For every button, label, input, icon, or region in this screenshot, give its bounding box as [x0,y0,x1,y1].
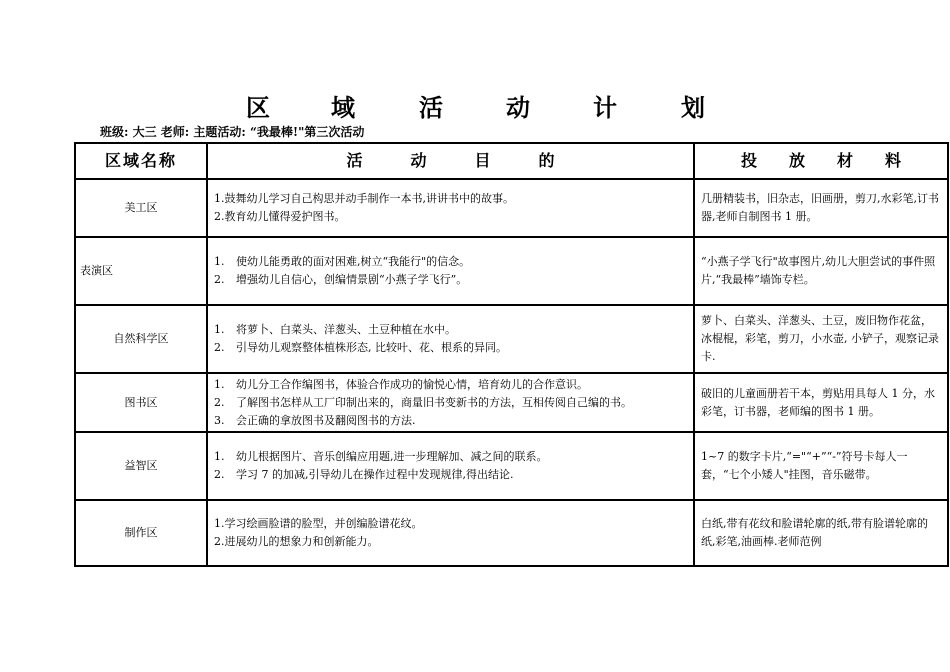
area-name: 图书区 [75,373,207,432]
header-goal: 活 动 目 的 [207,143,694,179]
goal-line [214,190,687,208]
goal-text: 增强幼儿自信心，创编情景剧“小燕子学飞行”。 [236,273,468,286]
table-row [75,432,948,500]
goal-text: 使幼儿能勇敢的面对困难,树立“我能行"的信念。 [236,255,471,268]
goal-number: 2. [214,273,225,286]
goal-line [214,394,687,412]
table-row [75,500,948,566]
goal-text: 幼儿根据图片、音乐创编应用题,进一步理解加、减之间的联系。 [236,450,548,463]
title-char: 计 [593,94,617,122]
title-char: 域 [331,94,355,122]
goal-text: 幼儿分工合作编图书，体验合作成功的愉悦心情，培育幼儿的合作意识。 [236,377,588,391]
materials-cell: “小燕子学飞行"故事图片,幼儿大胆尝试的事件照片,“我最棒”墙饰专栏。 [694,237,948,305]
goal-number: 1. [214,377,225,391]
goal-line [214,321,687,339]
goal-cell [207,432,694,500]
goal-cell [207,500,694,566]
goal-line [214,515,687,533]
area-name: 表演区 [75,237,207,305]
goal-number: 2. [214,468,225,481]
goal-text: 1.鼓舞幼儿学习自己构思并动手制作一本书,讲讲书中的故事。 [214,192,514,205]
goal-cell [207,179,694,237]
table-header-row [75,143,948,179]
goal-line [214,271,687,289]
goal-text: 学习 7 的加减,引导幼儿在操作过程中发现规律,得出结论. [236,468,514,481]
goal-text: 2.教育幼儿懂得爱护图书。 [214,210,346,223]
goal-line [214,448,687,466]
title-char: 区 [246,94,270,122]
table-row [75,373,948,432]
header-materials: 投 放 材 料 [694,143,948,179]
goal-number: 1. [214,323,225,336]
goal-line [214,376,687,394]
table-row [75,179,948,237]
area-name: 益智区 [75,432,207,500]
goal-text: 引导幼儿观察整体植株形态, 比较叶、花、根系的异同。 [236,341,507,354]
materials-cell: 萝卜、白菜头、洋葱头、土豆，废旧物作花盆，冰棍棍，彩笔，剪刀，小水壶, 小铲子，观察记录卡. [694,305,948,373]
class-info-line: 班级: 大三 老师: 主题活动: “我最棒!"第三次活动 [100,125,365,139]
header-area: 区域名称 [75,143,207,179]
goal-text: 将萝卜、白菜头、洋葱头、土豆种植在水中。 [236,323,456,336]
goal-text: 2.进展幼儿的想象力和创新能力。 [214,535,379,548]
page-title [0,90,950,126]
area-name: 美工区 [75,179,207,237]
goal-number: 1. [214,450,225,463]
area-name: 制作区 [75,500,207,566]
title-char: 活 [419,94,443,122]
goal-number: 2. [214,395,225,409]
materials-cell: 白纸,带有花纹和脸谱轮廓的纸,带有脸谱轮廓的纸,彩笔,油画棒.老师范例 [694,500,948,566]
goal-number: 3. [214,413,225,427]
materials-cell: 几册精装书，旧杂志，旧画册，剪刀,水彩笔,订书器,老师自制图书 1 册。 [694,179,948,237]
goal-line [214,533,687,551]
goal-cell [207,373,694,432]
materials-cell: 1~7 的数字卡片,“="“+”“-”符号卡每人一套，“七个小矮人"挂图，音乐磁带。 [694,432,948,500]
area-name: 自然科学区 [75,305,207,373]
goal-line [214,253,687,271]
goal-line [214,466,687,484]
goal-cell [207,237,694,305]
table-row [75,237,948,305]
goal-text: 会正确的拿放图书及翻阅图书的方法. [236,413,416,427]
goal-text: 了解图书怎样从工厂印制出来的，商量旧书变新书的方法，互相传阅自己编的书。 [236,395,632,409]
goal-cell [207,305,694,373]
title-char: 动 [506,94,530,122]
goal-number: 2. [214,341,225,354]
table-row [75,305,948,373]
goal-text: 1.学习绘画脸谱的脸型，并创编脸谱花纹。 [214,517,423,530]
goal-line [214,412,687,430]
title-char: 划 [681,94,705,122]
goal-line [214,208,687,226]
goal-number: 1. [214,255,225,268]
materials-cell: 破旧的儿童画册若干本，剪贴用具每人 1 分，水彩笔，订书器，老师编的图书 1 册。 [694,373,948,432]
goal-line [214,339,687,357]
activity-plan-table [74,142,949,567]
